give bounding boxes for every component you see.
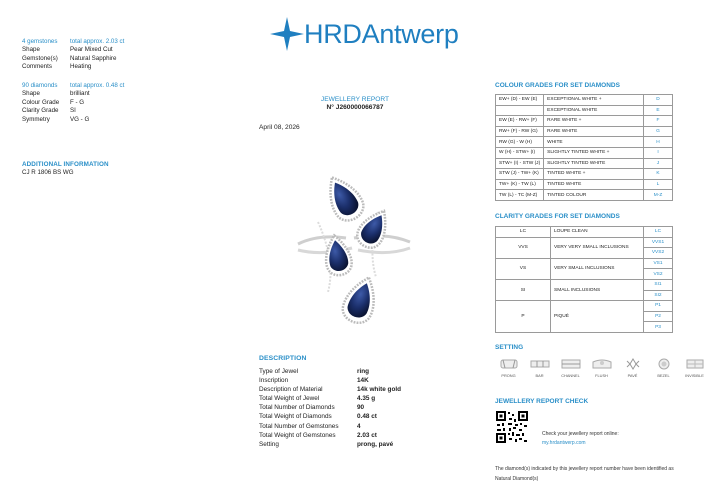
footer-note: The diamond(s) indicated by this jewellery report number have been identified as Natural Diamond(s) xyxy=(495,466,674,482)
brand-name: HRDAntwerp xyxy=(304,18,459,49)
channel-icon xyxy=(561,358,581,370)
bar-icon xyxy=(530,358,550,370)
colour-grades-table xyxy=(495,94,673,201)
table-row: TW (L) - TC (M-Z) TINTED COLOUR M-Z xyxy=(496,190,673,201)
diamonds-label: 90 diamonds xyxy=(22,82,58,89)
sapphire-stone xyxy=(319,170,368,225)
description-row: Total Weight of Diamonds 0.48 ct xyxy=(259,413,377,421)
gemstones-label: 4 gemstones xyxy=(22,38,58,45)
report-number: N° J260000066787 xyxy=(326,104,384,111)
table-row: W (H) - STW+ (I) SLIGHTLY TINTED WHITE + I xyxy=(496,147,673,158)
description-row: Total Weight of Jewel 4.35 g xyxy=(259,395,376,403)
check-online-text: Check your jewellery report online: xyxy=(542,431,619,437)
pave-icon xyxy=(623,358,643,370)
additional-info-title: ADDITIONAL INFORMATION xyxy=(22,161,109,168)
additional-info-text: CJ R 1806 BS WG xyxy=(22,169,74,176)
ring-photo xyxy=(288,152,418,342)
channel-setting: CHANNEL xyxy=(557,358,584,378)
setting-icons xyxy=(495,358,708,378)
flush-icon xyxy=(592,358,612,370)
description-row: Total Weight of Gemstones 2.03 ct xyxy=(259,431,377,439)
table-row: VVS VERY VERY SMALL INCLUSIONS VVS1 xyxy=(496,237,673,248)
bar-setting: BAR xyxy=(526,358,553,378)
description-row: Inscription 14K xyxy=(259,377,369,385)
report-check-title: JEWELLERY REPORT CHECK xyxy=(495,398,589,405)
description-row: Type of Jewel ring xyxy=(259,368,370,375)
table-row: P PIQUÉ P1 xyxy=(496,301,673,312)
description-row: Setting prong, pavé xyxy=(259,440,394,448)
setting-title: SETTING xyxy=(495,344,524,351)
sapphire-stone xyxy=(322,233,354,277)
report-title: JEWELLERY REPORT xyxy=(320,96,390,103)
description-table xyxy=(259,367,401,449)
report-date: April 08, 2026 xyxy=(259,124,300,131)
qr-code-icon[interactable] xyxy=(495,410,529,444)
star-icon xyxy=(270,17,304,51)
colour-grades-title: COLOUR GRADES FOR SET DIAMONDS xyxy=(495,82,620,89)
diamonds-total: total approx. 0.48 ct xyxy=(70,82,125,89)
description-row: Total Number of Diamonds 90 xyxy=(259,404,365,412)
brand-logo xyxy=(270,14,459,54)
invisible-icon xyxy=(685,358,705,370)
diamonds-block: 90 diamonds total approx. 0.48 ct Shape brilliant Colour Grade F - G Clarity Grade SI Symmetry VG - G xyxy=(22,82,125,123)
table-row: STW+ (I) - STW (J) SLIGHTLY TINTED WHITE J xyxy=(496,158,673,169)
gemstones-block: 4 gemstones total approx. 2.03 ct Shape Pear Mixed Cut Gemstone(s) Natural Sapphire Comments Heating xyxy=(22,38,125,71)
table-row: VS VERY SMALL INCLUSIONS VS1 xyxy=(496,258,673,269)
table-row: TW+ (K) - TW (L) TINTED WHITE L xyxy=(496,179,673,190)
clarity-grades-title: CLARITY GRADES FOR SET DIAMONDS xyxy=(495,213,620,220)
table-row: RW (G) - W (H) WHITE H xyxy=(496,137,673,148)
table-row: EXCEPTIONAL WHITE E xyxy=(496,105,673,116)
prong-setting: PRONG xyxy=(495,358,522,378)
prong-icon xyxy=(499,358,519,370)
pave-setting: PAVÉ xyxy=(619,358,646,378)
bezel-setting: BEZEL xyxy=(650,358,677,378)
clarity-grades-table: LC LOUPE CLEAN LC VVS VERY VERY SMALL INCLUSIONS VVS1 VVS2 VS VERY SMALL INCLUSIONS VS1 VS2 SI SMALL INCLUSIONS SI1 SI2 P PIQUÉ P1 P2 P3 xyxy=(495,226,673,333)
table-row: EW+ (D) - EW (E) EXCEPTIONAL WHITE + D xyxy=(496,95,673,106)
table-row: LC LOUPE CLEAN LC xyxy=(496,227,673,238)
table-row: STW (J) - TW+ (K) TINTED WHITE + K xyxy=(496,169,673,180)
table-row: RW+ (F) - RW (G) RARE WHITE G xyxy=(496,126,673,137)
description-title: DESCRIPTION xyxy=(259,355,307,362)
table-row: SI SMALL INCLUSIONS SI1 xyxy=(496,279,673,290)
invisible-setting: INVISIBLE xyxy=(681,358,708,378)
flush-setting: FLUSH xyxy=(588,358,615,378)
description-row: Description of Material 14k white gold xyxy=(259,386,402,394)
description-row: Total Number of Gemstones 4 xyxy=(259,422,361,430)
gemstones-total: total approx. 2.03 ct xyxy=(70,38,125,45)
table-row: EW (E) - RW+ (F) RARE WHITE + F xyxy=(496,116,673,127)
sapphire-stone xyxy=(339,273,383,327)
check-online-link[interactable]: my.hrdantwerp.com xyxy=(542,440,586,446)
bezel-icon xyxy=(654,358,674,370)
